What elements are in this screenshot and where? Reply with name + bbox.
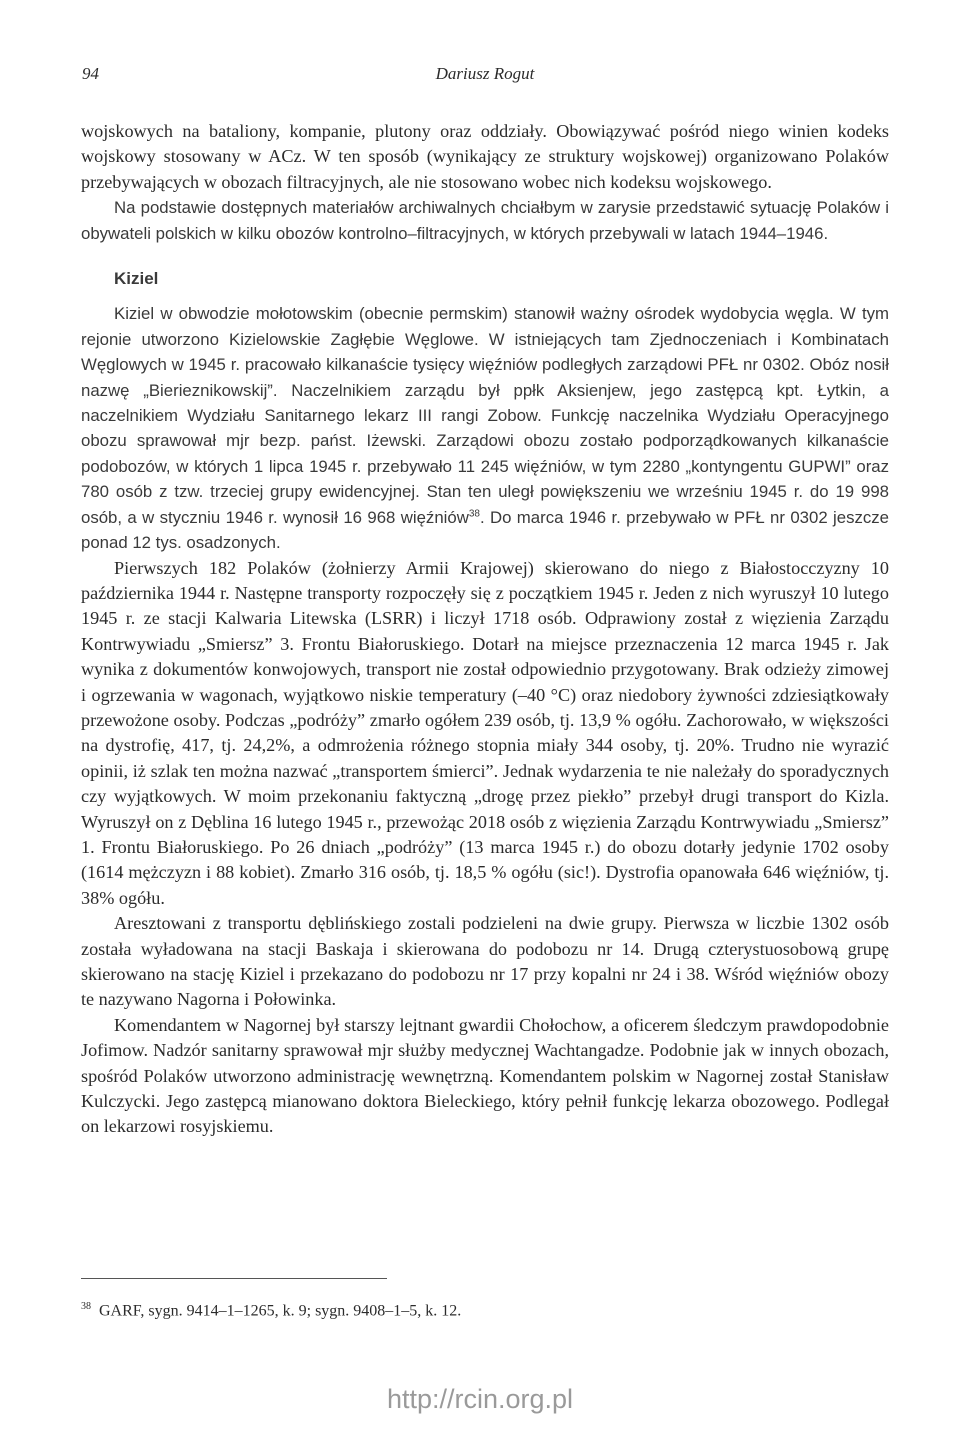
paragraph: Aresztowani z transportu dęblińskiego zostali podzieleni na dwie grupy. Pierwsza w liczbie 1302 osób została wyładowana na stacji Baskaja i skierowana do podobozu nr 14. Drugą czterystuosobową grupę skierowano na stację Kiziel i przekazano do podobozu nr 17 przy kopalni nr 24 i 38. Wśród więźniów obozy te nazywano Nagorna i Połowinka. bbox=[81, 913, 889, 1010]
footnote bbox=[81, 1296, 889, 1322]
paragraph bbox=[81, 301, 889, 555]
running-head: Dariusz Rogut bbox=[435, 64, 535, 83]
paragraph: Komendantem w Nagornej był starszy lejtnant gwardii Chołochow, a oficerem śledczym prawdopodobnie Jofimow. Nadzór sanitarny sprawował mjr służby medycznej Wachtangadze. Podobnie jak w innych obozach, spośród Polaków utworzono administrację wewnętrzną. Komendantem polskim w Nagornej został Stanisław Kulczycki. Jego zastępcą mianowano doktora Bieleckiego, który pełnił funkcję lekarza obozowego. Podlegał on lekarzowi rosyjskiemu. bbox=[81, 1014, 889, 1137]
footnote-divider bbox=[81, 1278, 387, 1279]
paragraph: Na podstawie dostępnych materiałów archiwalnych chciałbym w zarysie przedstawić sytuację Polaków i obywateli polskich w kilku obozów kontrolno–filtracyjnych, w których przebywali w latach 1944–1946. bbox=[81, 198, 889, 243]
paragraph: wojskowych na bataliony, kompanie, plutony oraz oddziały. Obowiązywać pośród niego winien kodeks wojskowy stosowany w ACz. W ten sposób (wynikający ze struktury wojskowej) organizowano Polaków przebywających w obozach filtracyjnych, ale nie stosowano wobec nich kodeksu wojskowego. bbox=[81, 121, 889, 192]
body-text bbox=[81, 119, 889, 1140]
footnote-text: GARF, sygn. 9414–1–1265, k. 9; sygn. 9408–1–5, k. 12. bbox=[99, 1302, 462, 1320]
footnote-reference: 38 bbox=[468, 508, 480, 520]
page-number: 94 bbox=[82, 64, 99, 83]
page-header bbox=[82, 64, 888, 88]
watermark-url: http://rcin.org.pl bbox=[386, 1384, 574, 1414]
section-heading: Kiziel bbox=[114, 269, 159, 289]
paragraph-text: Kiziel w obwodzie mołotowskim (obecnie permskim) stanowił ważny ośrodek wydobycia węgla. W tym rejonie utworzono Kizielowskie Zagłębie Węglowe. W istniejących tam Zjednoczeniach i Kombinatach Węglowych w 1945 r. pracowało kilkanaście tysięcy więźniów podległych zarządowi PFŁ nr 0302. Obóz nosił nazwę „Bierieznikowskij”. Naczelnikiem zarządu był ppłk Aksienjew, jego zastępcą kpt. Łytkin, a naczelnikiem Wydziału Sanitarnego lekarz III rangi Zobow. Funkcję naczelnika Wydziału Operacyjnego obozu sprawował mjr bezp. państ. Iżewski. Zarządowi obozu zostało podporządkowanych kilkanaście podobozów, w których 1 lipca 1945 r. przebywało 11 245 więźniów, w tym 2280 „kontyngentu GUPWI” oraz 780 osób z tzw. trzeciej grupy ewidencyjnej. Stan ten uległ powiększeniu we wrześniu 1945 r. do 19 998 osób, a w styczniu 1946 r. wynosił 16 968 więźniów bbox=[81, 304, 889, 527]
paragraph-text: . Do marca 1946 r. przebywało w PFŁ nr 0302 jeszcze ponad 12 tys. osadzonych. bbox=[81, 507, 889, 553]
paragraph: Pierwszych 182 Polaków (żołnierzy Armii Krajowej) skierowano do niego z Białostocczyzny 10 października 1944 r. Następne transporty rozpoczęły się z początkiem 1945 r. Jeden z nich wyruszył 10 lutego 1945 r. ze stacji Kalwaria Litewska (LSRR) i liczył 1718 osób. Odprawiony został z więzienia Zarządu Kontrwywiadu „Smiersz” 3. Frontu Białoruskiego. Dotarł na miejsce przeznaczenia 12 marca 1945 r. Jak wynika z dokumentów konwojowych, transport nie został odpowiednio przygotowany. Brak odzieży zimowej i ogrzewania w wagonach, wyjątkowo niskie temperatury (–40 °C) oraz niedobory żywności zdziesiątkowały przewożone osoby. Podczas „podróży” zmarło ogółem 239 osób, tj. 13,9 % ogółu. Zachorowało, w większości na dystrofię, 417, tj. 24,2%, a odmrożenia różnego stopnia miały 344 osoby, tj. 20%. Trudno nie wyrazić opinii, iż szlak ten można nazwać „transportem śmierci”. Jednak wydarzenia te nie należały do sporadycznych czy wyjątkowych. W moim przekonaniu faktyczną „drogę przez piekło” przebył drugi transport do Kizla. Wyruszył on z Dęblina 16 lutego 1945 r., przewożąc 2018 osób z więzienia Zarządu Kontrwywiadu „Smiersz” 1. Frontu Białoruskiego. Po 26 dniach „podróży” (13 marca 1945 r.) do obozu dotarły jedynie 1702 osoby (1614 mężczyzn i 88 kobiet). Zmarło 316 osób, tj. 18,5 % ogółu (sic!). Dystrofia opanowała 646 więźniów, tj. 38% ogółu. bbox=[81, 557, 889, 908]
footnote-number: 38 bbox=[81, 1301, 91, 1312]
